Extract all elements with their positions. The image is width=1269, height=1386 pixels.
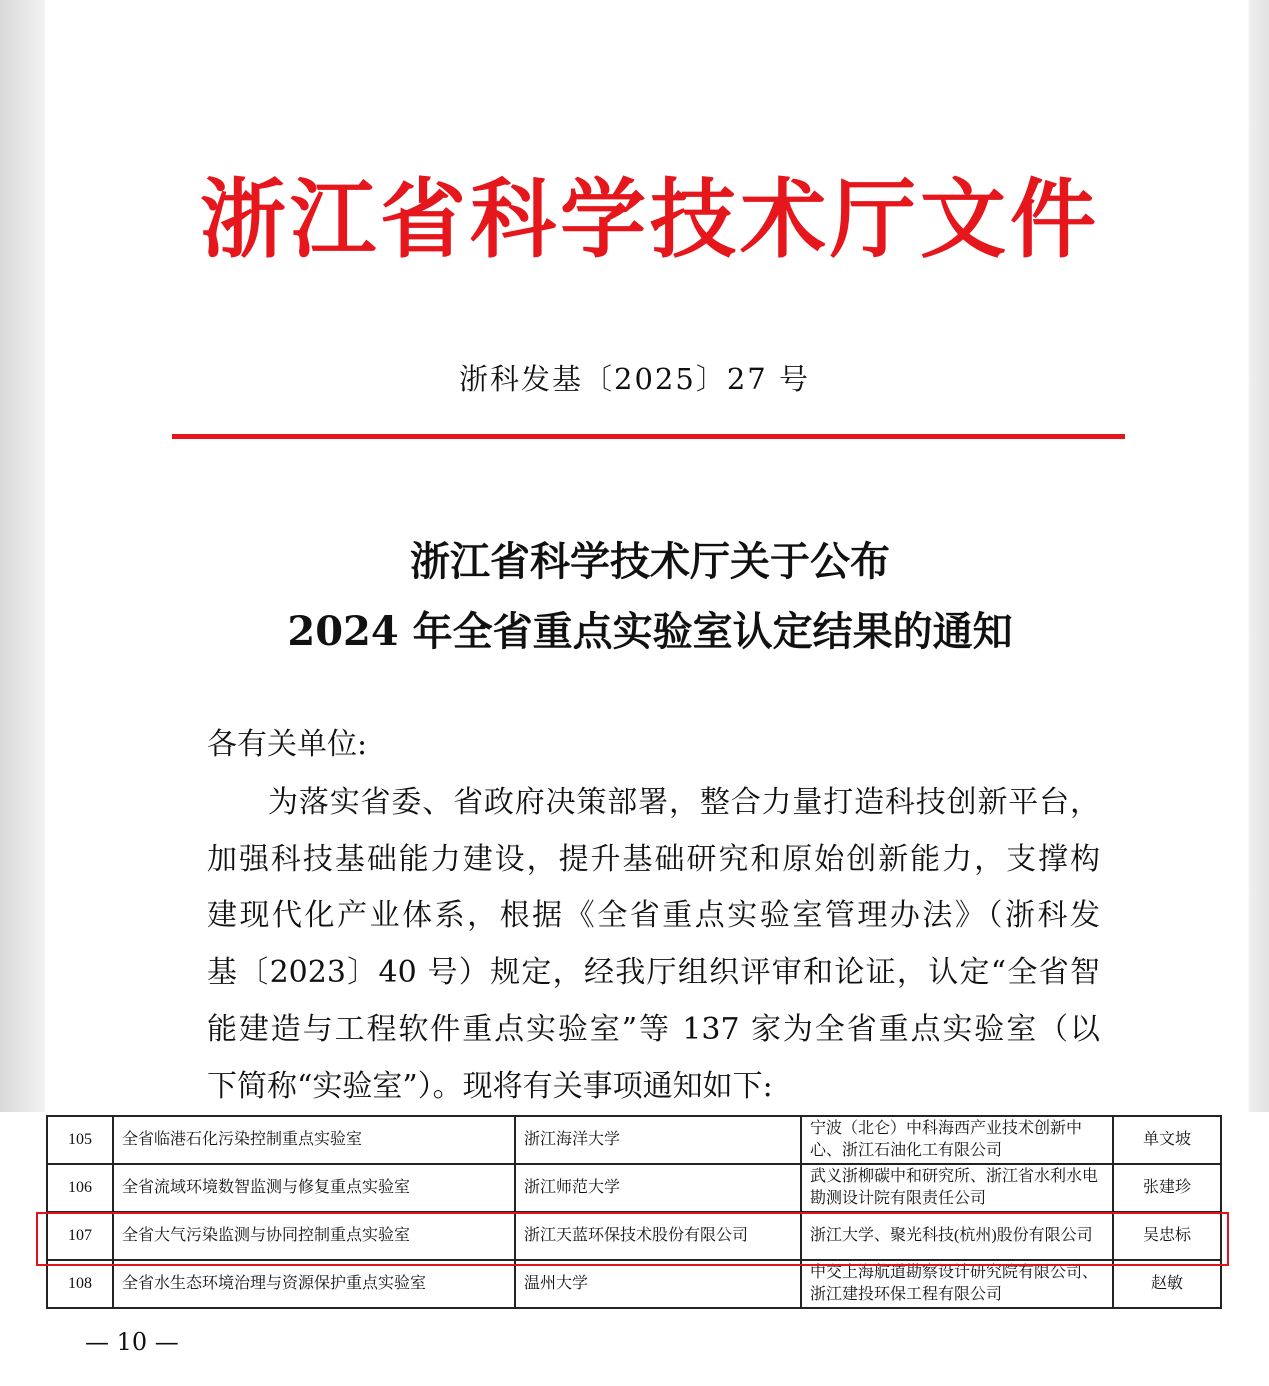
cell-director: 吴忠标: [1113, 1212, 1221, 1260]
body-line: 基〔2023〕40 号）规定，经我厅组织评审和论证，认定“全省智: [207, 955, 1100, 990]
red-divider: [172, 434, 1125, 439]
body-line: 建现代化产业体系，根据《全省重点实验室管理办法》（浙科发: [207, 898, 1100, 933]
doc-number: 浙科发基〔2025〕27 号: [459, 362, 810, 396]
cell-partners: 宁波（北仑）中科海西产业技术创新中心、浙江石油化工有限公司: [801, 1116, 1113, 1164]
body-line: 为落实省委、省政府决策部署，整合力量打造科技创新平台，: [268, 785, 1100, 820]
highlight-box: [36, 1212, 1229, 1266]
cell-no: 106: [47, 1164, 113, 1212]
agency-title: 浙江省科学技术厅文件: [200, 170, 1100, 270]
body-line: 下简称“实验室”）。现将有关事项通知如下:: [207, 1069, 773, 1104]
table-row: [47, 1164, 1221, 1212]
cell-lead: 浙江天蓝环保技术股份有限公司: [515, 1212, 801, 1260]
cell-director: 单文坡: [1113, 1116, 1221, 1164]
cell-partners: 中交上海航道勘察设计研究院有限公司、浙江建投环保工程有限公司: [801, 1260, 1113, 1308]
table-row: [47, 1260, 1221, 1308]
cell-name: 全省水生态环境治理与资源保护重点实验室: [113, 1260, 515, 1308]
cell-no: 107: [47, 1212, 113, 1260]
cell-partners: 浙江大学、聚光科技(杭州)股份有限公司: [801, 1212, 1113, 1260]
cell-no: 105: [47, 1116, 113, 1164]
notice-title-line1: 浙江省科学技术厅关于公布: [410, 538, 890, 585]
cell-lead: 温州大学: [515, 1260, 801, 1308]
body-line: 加强科技基础能力建设，提升基础研究和原始创新能力，支撑构: [207, 842, 1100, 877]
salutation: 各有关单位:: [207, 727, 368, 762]
notice-title-line2: 2024 年全省重点实验室认定结果的通知: [287, 608, 1013, 655]
cell-name: 全省临港石化污染控制重点实验室: [113, 1116, 515, 1164]
cell-no: 108: [47, 1260, 113, 1308]
cell-name: 全省流域环境数智监测与修复重点实验室: [113, 1164, 515, 1212]
cell-lead: 浙江师范大学: [515, 1164, 801, 1212]
table-row: [47, 1116, 1221, 1164]
page-number: — 10 —: [85, 1328, 179, 1356]
cell-name: 全省大气污染监测与协同控制重点实验室: [113, 1212, 515, 1260]
cell-partners: 武义浙柳碳中和研究所、浙江省水利水电勘测设计院有限责任公司: [801, 1164, 1113, 1212]
cell-director: 赵敏: [1113, 1260, 1221, 1308]
cell-lead: 浙江海洋大学: [515, 1116, 801, 1164]
cell-director: 张建珍: [1113, 1164, 1221, 1212]
body-line: 能建造与工程软件重点实验室”等 137 家为全省重点实验室（以: [207, 1012, 1100, 1047]
